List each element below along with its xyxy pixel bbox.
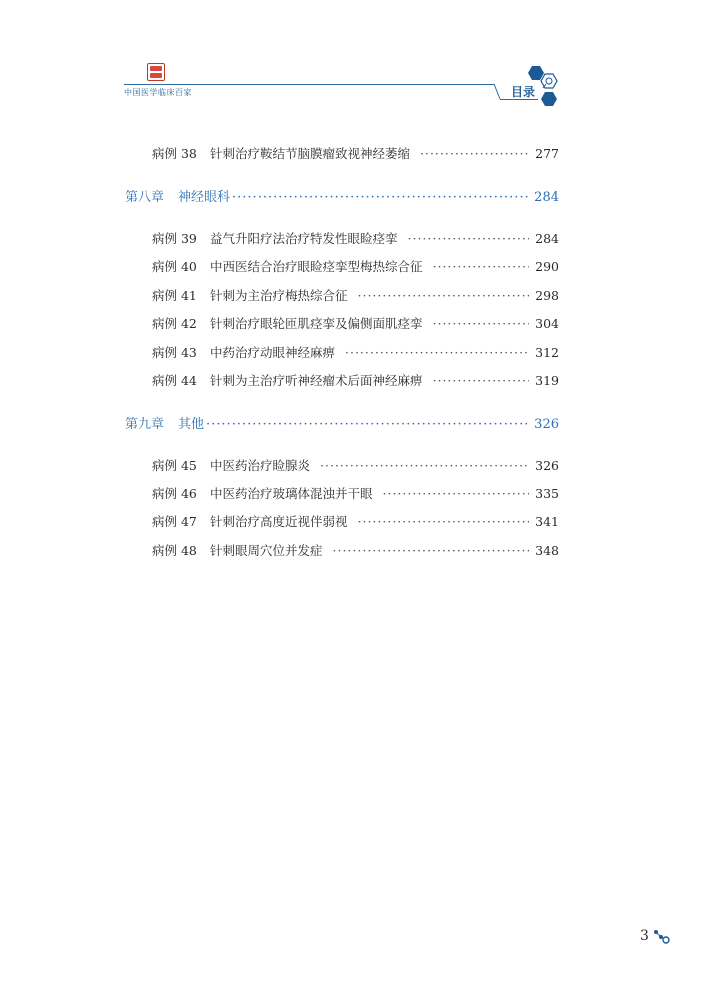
toc-entry[interactable]: [152, 314, 559, 330]
dot-leader: [232, 190, 530, 205]
chapter-title: 其他: [178, 417, 205, 432]
dot-leader: [358, 288, 530, 303]
page-number: 341: [535, 514, 559, 529]
page-number: 319: [535, 373, 559, 388]
dot-leader: [358, 514, 530, 529]
toc-entry[interactable]: [152, 257, 559, 273]
chapter-number: 第九章: [125, 417, 165, 432]
header-rule-bend: [494, 84, 510, 100]
case-number: 病例 40: [152, 259, 197, 274]
entry-title: 针刺治疗眼轮匝肌痉挛及偏侧面肌痉挛: [210, 316, 423, 331]
case-number: 病例 39: [152, 231, 197, 246]
toc-entry[interactable]: [152, 229, 559, 245]
case-number: 病例 38: [152, 146, 197, 161]
toc-entry[interactable]: [152, 343, 559, 359]
dot-leader: [433, 259, 530, 274]
entry-title: 针刺为主治疗听神经瘤术后面神经麻痹: [210, 373, 423, 388]
page-number: 290: [535, 259, 559, 274]
footer-page-number: 3: [640, 928, 649, 944]
logo-stamp: [147, 63, 165, 81]
dot-leader: [320, 458, 529, 473]
chapter-number: 第八章: [125, 190, 165, 205]
dot-leader: [333, 543, 530, 558]
hexagon-magnifier-icon: [523, 62, 563, 110]
toc-title: 目录: [511, 85, 536, 99]
toc-entry[interactable]: [152, 484, 559, 500]
header-rule: [124, 84, 494, 85]
entry-title: 针刺治疗鞍结节脑膜瘤致视神经萎缩: [210, 146, 411, 161]
entry-title: 中药治疗动眼神经麻痹: [210, 345, 336, 360]
case-number: 病例 48: [152, 543, 197, 558]
page-number: 284: [534, 190, 559, 205]
entry-title: 益气升阳疗法治疗特发性眼睑痉挛: [210, 231, 398, 246]
toc-entry[interactable]: [152, 371, 559, 387]
page-number: 335: [535, 486, 559, 501]
brand-name: 中国医学临床百家: [124, 88, 192, 97]
dot-leader: [345, 345, 529, 360]
dot-leader: [420, 146, 529, 161]
toc-entry[interactable]: [152, 456, 559, 472]
chapter-title: 神经眼科: [178, 190, 231, 205]
case-number: 病例 44: [152, 373, 197, 388]
case-number: 病例 47: [152, 514, 197, 529]
page-number: 348: [535, 543, 559, 558]
case-number: 病例 46: [152, 486, 197, 501]
page-number: 326: [534, 417, 559, 432]
entry-title: 针刺眼周穴位并发症: [210, 543, 323, 558]
case-number: 病例 45: [152, 458, 197, 473]
entry-title: 中医药治疗睑腺炎: [210, 458, 311, 473]
entry-title: 中医药治疗玻璃体混浊并干眼: [210, 486, 373, 501]
toc-entry[interactable]: [152, 541, 559, 557]
chapter-heading[interactable]: [125, 186, 559, 205]
case-number: 病例 41: [152, 288, 197, 303]
page-number: 304: [535, 316, 559, 331]
page-number: 277: [535, 146, 559, 161]
molecule-icon: [652, 928, 670, 946]
chapter-heading[interactable]: [125, 413, 559, 432]
page-number: 298: [535, 288, 559, 303]
entry-title: 中西医结合治疗眼睑痉挛型梅热综合征: [210, 259, 423, 274]
page-number: 284: [535, 231, 559, 246]
toc-entry[interactable]: [152, 144, 559, 160]
page-number: 326: [535, 458, 559, 473]
dot-leader: [206, 417, 530, 432]
toc-entry[interactable]: [152, 512, 559, 528]
dot-leader: [433, 373, 530, 388]
dot-leader: [383, 486, 530, 501]
entry-title: 针刺为主治疗梅热综合征: [210, 288, 348, 303]
case-number: 病例 42: [152, 316, 197, 331]
page-number: 312: [535, 345, 559, 360]
dot-leader: [408, 231, 530, 246]
toc-entry[interactable]: [152, 286, 559, 302]
dot-leader: [433, 316, 530, 331]
entry-title: 针刺治疗高度近视伴弱视: [210, 514, 348, 529]
case-number: 病例 43: [152, 345, 197, 360]
